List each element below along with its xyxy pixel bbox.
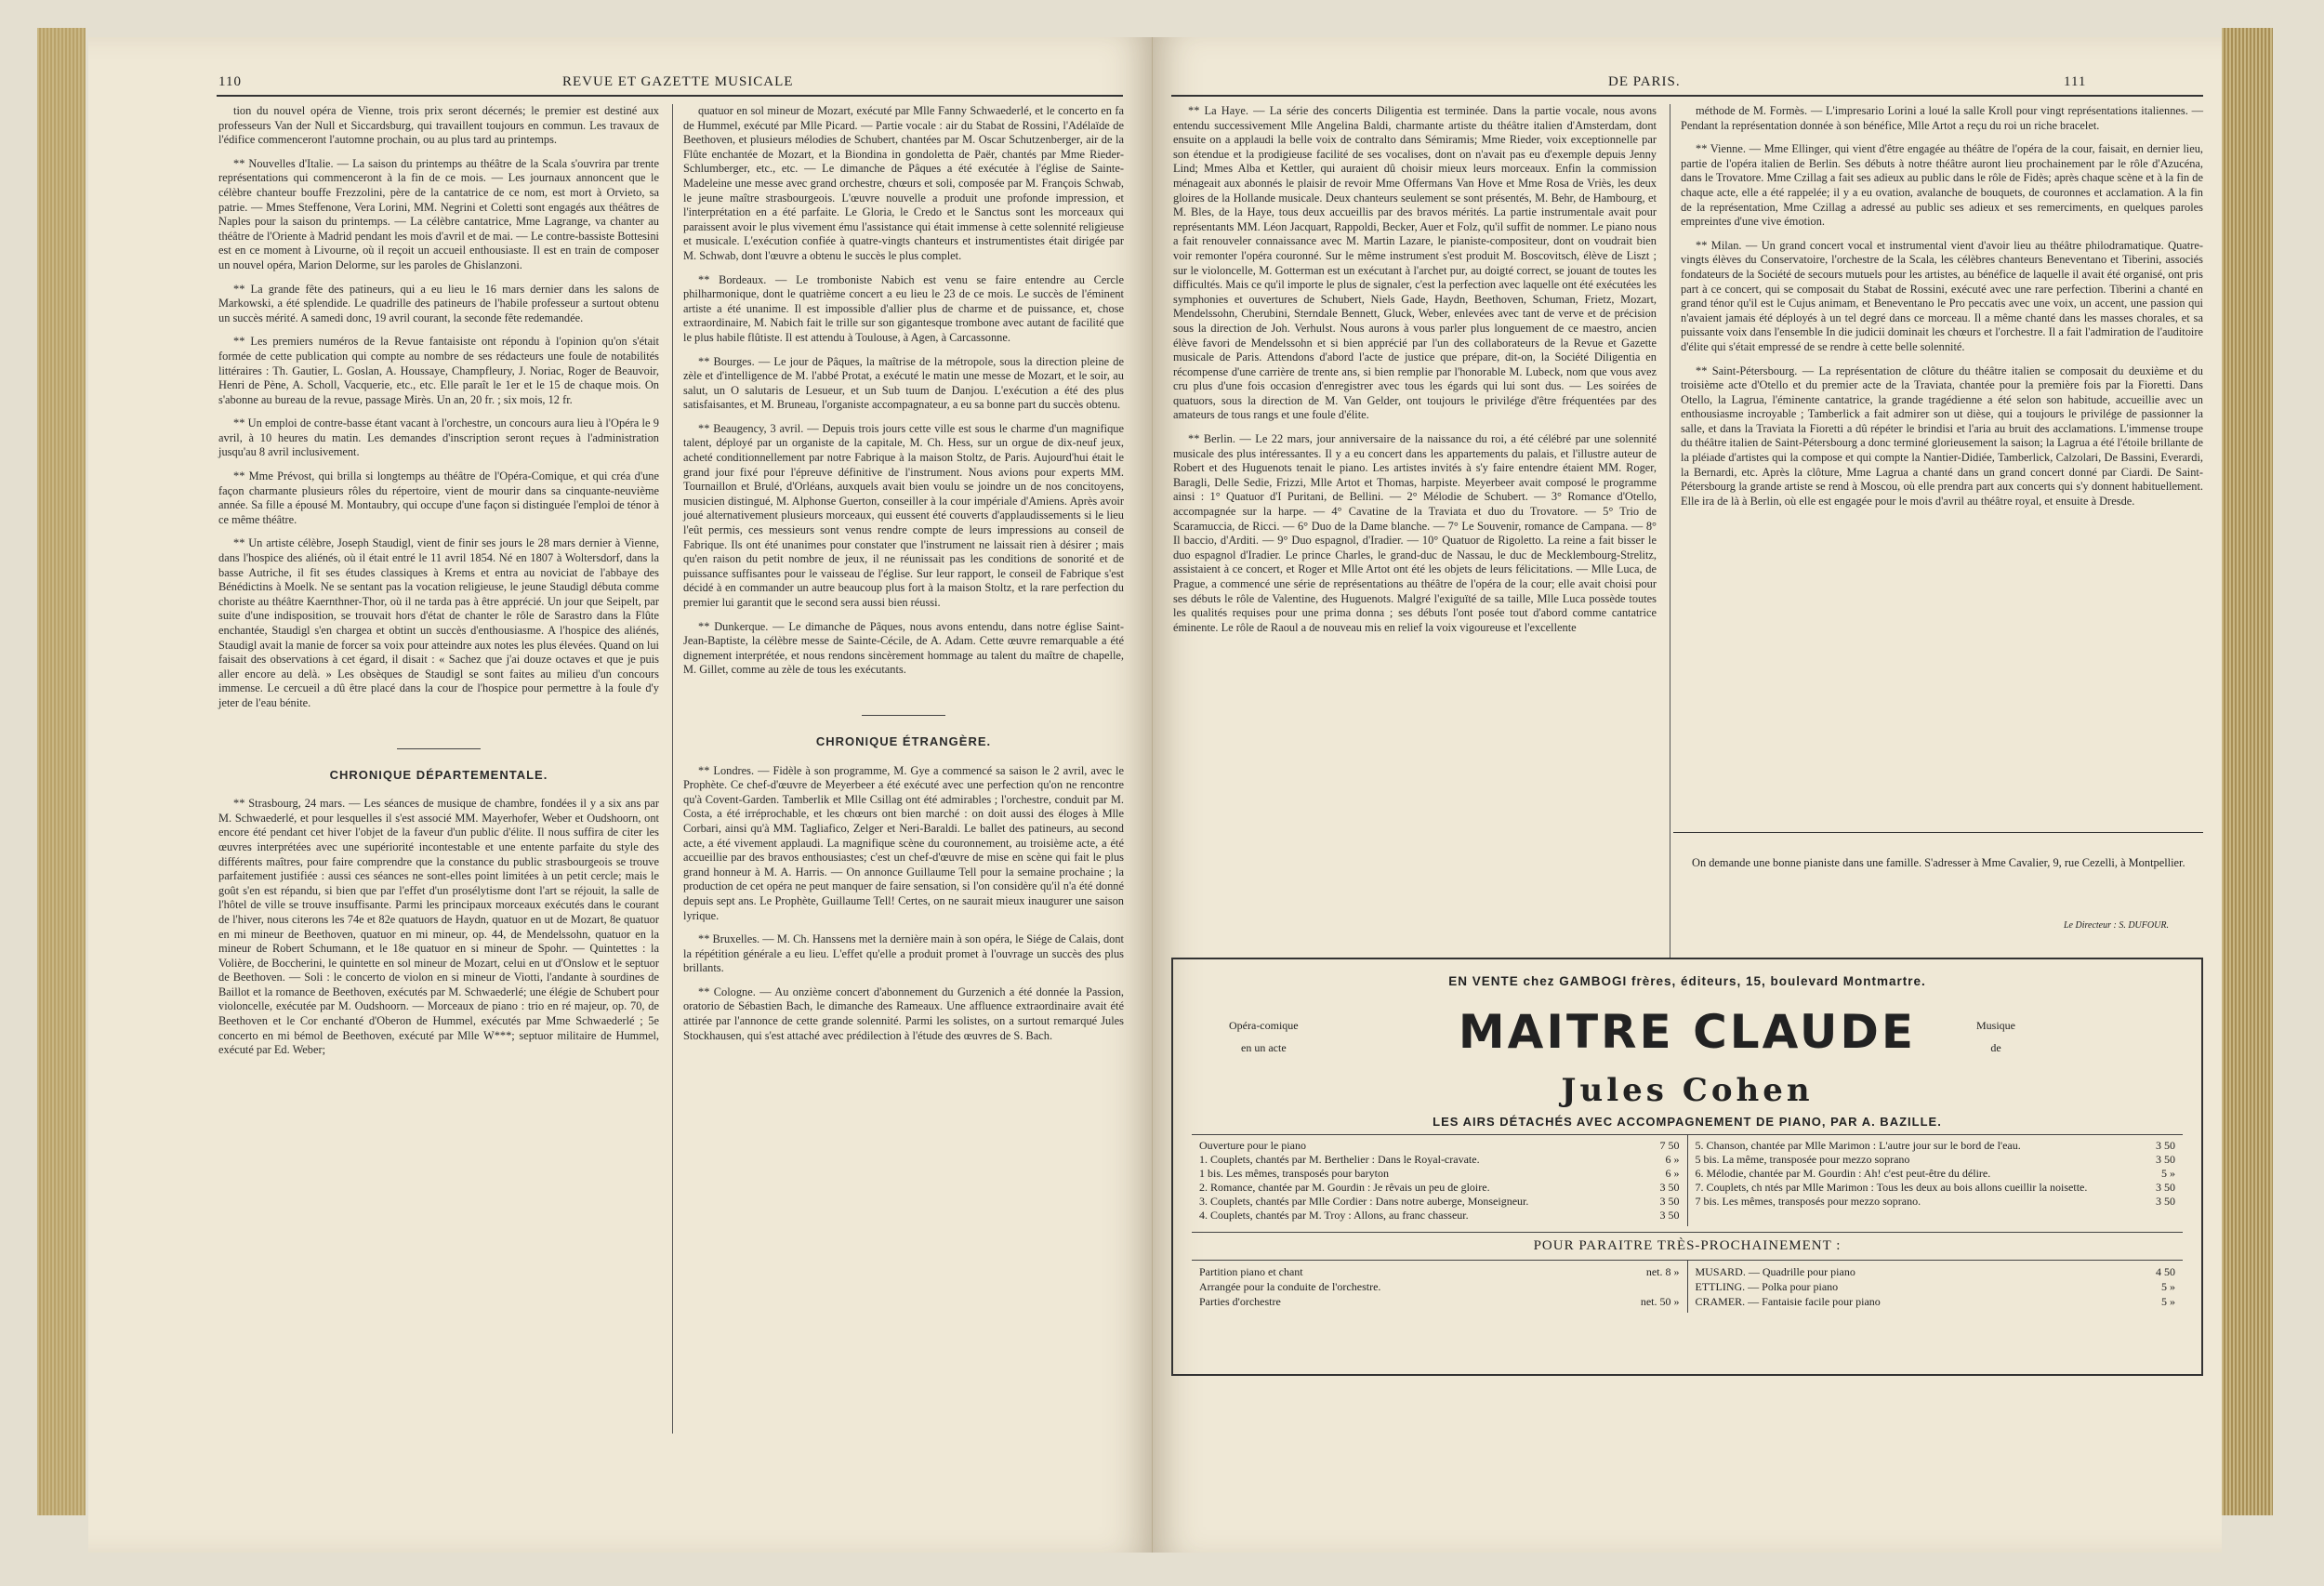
- ad-musique: Musique: [1976, 1019, 2015, 1032]
- ad-item-price: 3 50: [1659, 1181, 1680, 1194]
- ad-item-name: 5 bis. La même, transposée pour mezzo soprano: [1695, 1153, 1910, 1166]
- ad-item-name: 2. Romance, chantée par M. Gourdin : Je rêvais un peu de gloire.: [1199, 1181, 1490, 1194]
- running-head: REVUE ET GAZETTE MUSICALE: [562, 74, 794, 89]
- ad-item-price: 5 »: [2161, 1295, 2175, 1308]
- right-column-1: [1173, 104, 1657, 644]
- ad-acts: en un acte: [1241, 1041, 1287, 1054]
- director-signature: Le Directeur : S. DUFOUR.: [2064, 920, 2169, 931]
- ad-item: [1696, 1195, 2176, 1209]
- left-column-1: [218, 104, 659, 1067]
- header-rule: [1171, 95, 2203, 97]
- ad-item-price: 6 »: [1665, 1167, 1680, 1180]
- page-number: 111: [2064, 74, 2087, 89]
- ad-item: [1199, 1181, 1680, 1195]
- ad-forthcoming-list: [1192, 1260, 2183, 1313]
- ad-item-price: 5 »: [2161, 1280, 2175, 1293]
- ad-item: [1696, 1167, 2176, 1181]
- right-column-2: [1681, 104, 2203, 518]
- section-divider: [862, 715, 945, 716]
- ad-item-price: 7 50: [1659, 1139, 1680, 1152]
- ad-right-label: [1976, 1014, 2015, 1059]
- col1-articles: [1173, 104, 1657, 635]
- classified-notice: On demande une bonne pianiste dans une famille. S'adresser à Mme Cavalier, 9, rue Cezelli, à Montpellier.: [1692, 856, 2185, 869]
- ad-item: [1199, 1167, 1680, 1181]
- ad-item: [1696, 1279, 2176, 1294]
- article-paragraph: ** Bruxelles. — M. Ch. Hanssens met la dernière main à son opéra, le Siége de Calais, dont la répétition générale a eu lieu. L'effet qu'elle a produit promet à l'ouvrage un succès des plus brillants.: [683, 932, 1124, 975]
- section-divider: [397, 748, 481, 749]
- ad-item-price: 3 50: [2156, 1181, 2175, 1194]
- ad-item: [1199, 1294, 1680, 1309]
- ad-item: [1696, 1139, 2176, 1153]
- ad-item-price: 4 50: [2156, 1265, 2175, 1278]
- notice-rule: [1673, 832, 2203, 833]
- ad-item-price: 3 50: [1659, 1209, 1680, 1222]
- right-page: [1153, 37, 2222, 1553]
- article-paragraph: ** Milan. — Un grand concert vocal et instrumental vient d'avoir lieu au théâtre philodramatique. Quatre-vingts élèves du Conservatoire, l'orchestre de la Scala, les célèbres chanteurs Beneventano et Tiberini, associés fondateurs de la Société de secours mutuels pour les artistes, au bénéfice de laquelle il avait été organisé, ont pris part à ce concert, qui se composait du Stabat de Rossini, exécuté avec une rare perfection. Tiberini a chanté en grand ténor qu'il est le Cujus animam, et Beneventano le Pro peccatis avec une voix, un accent, une passion qui n'avaient jamais été déployés à un tel degré dans ce morceau. Il a même chanté dans les masses chorales, et sa puissante voix dans l'ensemble In die judicii dominait les chœurs et l'orchestre. Il a fait l'admiration de l'auditoire d'élite qui s'était empressé de se rendre à cette belle solennité.: [1681, 238, 2203, 353]
- article-paragraph: ** Berlin. — Le 22 mars, jour anniversaire de la naissance du roi, a été célébré par une solennité musicale des plus intéressantes. Il y a eu concert dans les appartements du palais, et l'illustre auteur de Robert et des Huguenots tenait le piano. Les artistes invités à s'y faire entendre étaient MM. Roger, Baragli, Delle Sedie, Frizzi, Mlle Artot et Thomas, harpiste. Meyerbeer avait composé le programme ainsi : 1° Quatuor d'I Puritani, de Bellini. — 2° Mélodie de Schubert. — 3° Romance d'Otello, accompagnée sur la harpe. — 4° Cavatine de la Traviata et duo du Trovatore. — 5° Trio de Scaramuccia, de Ricci. — 6° Duo de la Dame blanche. — 7° Le Souvenir, romance de Campana. — 8° Il baccio, d'Arditi. — 9° Duo espagnol, d'Iradier. — 10° Quatuor de Rigoletto. La reine a fait bisser le duo espagnol d'Iradier. Le prince Charles, le grand-duc de Nassau, le duc de Mecklembourg-Strelitz, assistaient à ce concert, et Roger et Mlle Artot ont été les objets de leurs félicitations. — Mlle Luca, de Prague, a commencé une série de représentations au théâtre de l'opéra de la cour; elle avait choisi pour ses débuts le rôle de Valentine, des Huguenots. Malgré l'exiguïté de sa taille, Mlle Luca possède toutes les qualités requises pour une prima donna ; ses débuts l'ont posée tout d'abord comme cantatrice éminente. Le rôle de Raoul a de nouveau mis en relief la voix vigoureuse et l'excellente: [1173, 432, 1657, 634]
- ad-item-price: [1670, 1279, 1680, 1294]
- ad-item: [1696, 1264, 2176, 1279]
- ad-composer: Jules Cohen: [1561, 1072, 1814, 1109]
- ad-item: [1199, 1264, 1680, 1279]
- article-paragraph: ** La Haye. — La série des concerts Diligentia est terminée. Dans la partie vocale, nous avons entendu successivement Mlle Angelina Baldi, charmante artiste du théâtre italien d'Amsterdam, dont ensuite on a applaudi la belle voix de contralto dans Sémiramis; Mme Rieder, voix exceptionnelle par son étendue et la prodigieuse facilité de ses vocalises, dont on n'avait pas eu d'exemple depuis Jenny Lind; Mmes Alba et Kettler, qui auraient dû choisir mieux leurs morceaux. Enfin la commission ménageait aux abonnés le plaisir de revoir Mme Offermans Van Hove et Mme Rosa de Vriès, les deux gloires de la Hollande musicale. Deux chanteurs seulement se sont présentés, M. Behr, de Hambourg, et M. Bles, de la Haye, tous deux accueillis par des bravos mérités. La partie instrumentale avait pour représentants MM. Léon Jacquart, Rappoldi, Becker, Auer et Folz, qu'il suffit de nommer. Le piano nous a fait renouveler connaissance avec M. Martin Lazare, le pianiste-compositeur, dont on voudrait bien voir remonter l'opéra couronné. Sur le même instrument s'est produit M. Boscovitsch, élève de Liszt ; sur le violoncelle, M. Gotterman est un exécutant à l'archet pur, au doigté correct, se jouant de toutes les difficultés. Mais ce qu'il importe le plus de signaler, c'est la perfection avec laquelle ont été exécutées les symphonies et ouvertures de Schubert, Niels Gade, Haydn, Beethoven, Schuman, Frietz, Mozart, Mendelssohn, Cherubini, Sterndale Bennett, Gluck, Weber, enlevées avec tant de verve et de précision sous la direction de Joh. Verhulst. Nous aurons à vous parler plus longuement de ce maestro, ancien élève favori de Mendelssohn et si bien apprécié par l'un des collaborateurs de la Revue et Gazette musicale de Paris. Attendons d'abord l'acte de justice que prépare, dit-on, la Société Diligentia en récompense d'une carrière de trente ans, si bien remplie par l'honorable M. Lubeck, nom que vous avez cru plus d'une fois occasion d'enregistrer avec tous les égards qui lui sont dus. — Les soirées de quatuors, sous la direction de M. Van Gelder, ont toujours le privilége d'être fréquentées par des amateurs de tous rangs et une foule d'élite.: [1173, 104, 1657, 422]
- ad-item-name: 1. Couplets, chantés par M. Berthelier : Dans le Royal-cravate.: [1199, 1153, 1480, 1166]
- ad-item-name: CRAMER. — Fantaisie facile pour piano: [1695, 1295, 1881, 1308]
- ad-item-name: 4. Couplets, chantés par M. Troy : Allons, au franc chasseur.: [1199, 1209, 1469, 1222]
- ad-item-name: 6. Mélodie, chantée par M. Gourdin : Ah! c'est peut-être du délire.: [1695, 1167, 1991, 1180]
- ad-airs-line: LES AIRS DÉTACHÉS AVEC ACCOMPAGNEMENT DE PIANO, PAR A. BAZILLE.: [1433, 1115, 1942, 1129]
- article-paragraph: ** Strasbourg, 24 mars. — Les séances de musique de chambre, fondées il y a six ans par M. Schwaederlé, et pour lesquelles il s'est associé MM. Mayerhofer, Weber et Oudshoorn, ont encore été pendant cet hiver l'objet de la faveur d'un public d'élite. Il nous suffira de citer les œuvres interprétées avec une supériorité incontestable et une entente parfaite du style des différents maîtres, pour faire comprendre que la constance du public strasbourgeois se trouve parfaitement justifiée : aussi ces séances ne sont-elles point limitées à un petit cercle; mais le goût s'en est répandu, si bien que par l'effet d'un prosélytisme dont l'art se réjouit, la salle de l'hôtel de ville se trouve insuffisante. Parmi les principaux morceaux exécutés dans le courant de l'hiver, nous citerons les 74e et 82e quatuors de Haydn, quatuor en ut de Mozart, 8e quatuor en mi mineur de Beethoven, quatuor en mi mineur, op. 44, de Mendelssohn, quatuor en la mineur de Robert Schumann, et le 18e quatuor en si mineur de Spohr. — Quintettes : la Volière, de Boccherini, le quintette en sol mineur de Mozart, celui en ut d'Onslow et le septuor de Beethoven. — Soli : le concerto de violon en si mineur de Viotti, l'andante à sourdines de Baillot et la romance de Beethoven, exécutés par M. Schwaederlé; une élégie de Schubert pour violoncelle, exécutée par M. Oudshoorn. — Morceaux de piano : trio en ré majeur, op. 70, de Beethoven et le Cor enchanté d'Oberon de Hummel, exécutés par Mme Schwaederlé ; 5e concerto en mi bémol de Beethoven, exécuté par Mlle W***; septuor militaire de Hummel, exécuté par Ed. Weber;: [218, 797, 659, 1057]
- ad-item-name: MUSARD. — Quadrille pour piano: [1695, 1265, 1855, 1278]
- ad-item: [1696, 1294, 2176, 1309]
- ad-title-row: [1192, 1003, 2183, 1076]
- header-rule: [217, 95, 1123, 97]
- left-page: [88, 37, 1153, 1553]
- ad-item: [1199, 1139, 1680, 1153]
- article-paragraph: ** Bourges. — Le jour de Pâques, la maîtrise de la métropole, sous la direction pleine de zèle et d'intelligence de M. l'abbé Protat, a exécuté le matin une messe de Mozart, et le soir, au salut, un O salutaris de Lesueur, et un Sub tuum de Danjou. L'exécution a été des plus satisfaisantes, et M. Bruneau, l'organiste accompagnateur, a eu sa bonne part du succès obtenu.: [683, 354, 1124, 412]
- article-paragraph: ** Londres. — Fidèle à son programme, M. Gye a commencé sa saison le 2 avril, avec le Prophète. Ce chef-d'œuvre de Meyerbeer a été exécuté avec une perfection qu'on ne rencontre qu'à Covent-Garden. Tamberlik et Mlle Csillag ont été admirables ; l'orchestre, conduit par M. Costa, a été irréprochable, et les chœurs ont bien marché : on doit aussi des éloges à Mlle Corbari, ainsi qu'à MM. Tagliafico, Zelger et Neri-Baraldi. Le ballet des patineurs, au second acte, a été vivement applaudi. La magnifique scène du couronnement, au troisième acte, a été accueillie par des bravos enthousiastes; c'est un chef-d'œuvre de mise en scène qui fait le plus grand honneur à M. A. Harris. — On annonce Guillaume Tell pour la semaine prochaine ; la production de cet opéra ne peut manquer de faire sensation, si l'on considère qu'il n'a été donné depuis sept ans. Le Prophète, Guillaume Tell! Certes, on ne saurait mieux inaugurer une saison lyrique.: [683, 763, 1124, 922]
- article-paragraph: ** Un artiste célèbre, Joseph Staudigl, vient de finir ses jours le 28 mars dernier à Vienne, dans l'hospice des aliénés, où il était entré le 11 avril 1854. Né en 1807 à Woltersdorf, dans la basse Autriche, il fit ses études classiques à Krems et entra au noviciat de l'abbaye des Bénédictins à Moelk. Ne se sentant pas la vocation religieuse, le jeune Staudigl débuta comme choriste au théâtre Kaernthner-Thor, où il ne tarda pas à être apprécié. Un jour que Seipelt, par suite d'une indisposition, se trouvait hors d'état de chanter le rôle de Sarastro dans la Flûte enchantée, Staudigl s'en chargea et obtint un succès d'enthousiasme. A l'hospice des aliénés, Staudigl avait la manie de forcer sa voix pour atteindre aux notes les plus élevées. Quand on lui faisait des observations à cet égard, il disait : « Sachez que j'ai douze octaves et que je puis aller encore au delà. » Les obsèques de Staudigl se sont faites au milieu d'un concours immense. Le cercueil a dû être placé dans la cour de l'hospice pour permettre à la foule d'y jeter de l'eau bénite.: [218, 536, 659, 709]
- ad-item-name: Ouverture pour le piano: [1199, 1139, 1306, 1152]
- ad-item-name: ETTLING. — Polka pour piano: [1695, 1280, 1839, 1293]
- article-paragraph: ** Dunkerque. — Le dimanche de Pâques, nous avons entendu, dans notre église Saint-Jean-Baptiste, la célèbre messe de Sainte-Cécile, de A. Adam. Cette œuvre remarquable a été dignement interprétée, et nous rendons sincèrement hommage au talent du maître de chapelle, M. Gillet, comme au zèle de tous les exécutants.: [683, 619, 1124, 677]
- col2-articles: [1681, 104, 2203, 509]
- ad-item-name: 7. Couplets, ch ntés par Mlle Marimon : Tous les deux au bois allons cueillir la noisette.: [1695, 1181, 2088, 1194]
- article-paragraph: tion du nouvel opéra de Vienne, trois prix seront décernés; le premier est destiné aux professeurs Van der Null et Siccardsburg, qui travaillent toujours en commun. Les travaux de l'édifice commenceront l'automne prochain, ou au plus tard au printemps.: [218, 104, 659, 147]
- running-head: DE PARIS.: [1608, 74, 1681, 89]
- ad-item: [1199, 1209, 1680, 1223]
- section-heading: CHRONIQUE DÉPARTEMENTALE.: [329, 767, 548, 782]
- page-number: 110: [218, 74, 242, 89]
- article-paragraph: ** Cologne. — Au onzième concert d'abonnement du Gurzenich a été donnée la Passion, oratorio de Sébastien Bach, le dimanche des Rameaux. Une affluence extraordinaire avait été attirée par l'annonce de cette grande solennité. Parmi les solistes, on a surtout remarqué Jules Stockhausen, qui s'est attaché avec prédilection à l'étude des œuvres de S. Bach.: [683, 985, 1124, 1042]
- ad-items-left: [1192, 1135, 1688, 1226]
- ad-item-name: 5. Chanson, chantée par Mlle Marimon : L'autre jour sur le bord de l'eau.: [1695, 1139, 2021, 1152]
- ad-item: [1696, 1181, 2176, 1195]
- ad-item-name: 3. Couplets, chantés par Mlle Cordier : Dans notre auberge, Monseigneur.: [1199, 1195, 1529, 1208]
- col1-after-articles: [218, 797, 659, 1058]
- ad-item-name: 7 bis. Les mêmes, transposés pour mezzo soprano.: [1695, 1195, 1921, 1208]
- ad-item-price: 5 »: [2161, 1167, 2175, 1180]
- left-column-2: [683, 104, 1124, 1052]
- article-paragraph: ** Mme Prévost, qui brilla si longtemps au théâtre de l'Opéra-Comique, et qui créa d'une façon charmante plusieurs rôles du répertoire, vient de mourir dans sa cinquante-neuvième année. Sa fille a épousé M. Montaubry, qui occupe d'une façon si distinguée l'emploi de ténor à ce même théâtre.: [218, 469, 659, 526]
- ad-vente-line: EN VENTE chez GAMBOGI frères, éditeurs, 15, boulevard Montmartre.: [1448, 974, 1926, 988]
- article-paragraph: quatuor en sol mineur de Mozart, exécuté par Mlle Fanny Schwaederlé, et le concerto en fa de Hummel, exécuté par Mlle Picard. — Partie vocale : air du Stabat de Rossini, l'Adélaïde de Beethoven, et plusieurs mélodies de Schubert, chantées par M. Oscar Schutzenberger, air de la Flûte enchantée de Mozart, et la Biondina in gondoletta de Paër, chantés par Mme Rieder-Schlumberger, etc., etc. — Le dimanche de Pâques a été exécutée à l'église de Sainte-Madeleine une messe avec grand orchestre, chœurs et soli, composée par M. François Schwab, le jeune maître strasbourgeois. L'œuvre nouvelle a produit une profonde impression, et l'interprétation en a été parfaite. Le Gloria, le Credo et le Sanctus sont les morceaux qui paraissent avoir le plus vivement ému l'assistance qui était immense à cette solennité religieuse et musicale. L'exécution confiée à quatre-vingts chanteurs et instrumentistes était dirigée par M. Schwab, dont l'œuvre a obtenu le succès le plus complet.: [683, 104, 1124, 262]
- ad-item-name: 1 bis. Les mêmes, transposés pour baryton: [1199, 1167, 1389, 1180]
- col1-articles: [218, 104, 659, 711]
- ad-price-list: [1192, 1134, 2183, 1226]
- article-paragraph: ** Les premiers numéros de la Revue fantaisiste ont répondu à l'opinion qu'on s'était formée de cette publication qui compte au nombre de ses rédacteurs une foule de notabilités littéraires : Th. Gautier, L. Goslan, A. Houssaye, Champfleury, J. Noriac, Roger de Beauvoir, Henri de Pène, A. Scholl, Vacquerie, etc., etc. Elle paraît le 1er et le 15 de chaque mois. On s'abonne au bureau de la revue, passage Mirès. Un an, 20 fr. ; six mois, 12 fr.: [218, 335, 659, 406]
- ad-item-price: 3 50: [2156, 1195, 2175, 1208]
- ad-items-right: [1688, 1135, 2184, 1226]
- ad-item: [1696, 1153, 2176, 1167]
- ad-item: [1199, 1153, 1680, 1167]
- advertisement-box: [1171, 958, 2203, 1376]
- ad-item-name: Arrangée pour la conduite de l'orchestre.: [1199, 1280, 1381, 1293]
- col2-articles: [683, 104, 1124, 678]
- section-heading: CHRONIQUE ÉTRANGÈRE.: [815, 734, 992, 748]
- ad-item-price: 3 50: [2156, 1139, 2175, 1152]
- article-paragraph: ** Bordeaux. — Le tromboniste Nabich est venu se faire entendre au Cercle philharmonique, dont le quatrième concert a eu lieu le 23 de ce mois. Le succès de l'éminent artiste a été unanime. Il est impossible d'allier plus de charme et de puissance, et, chose extraordinaire, M. Nabich fait le trille sur son gigantesque trombone avec autant de facilité que le plus habile flûtiste. Il est attendu à Toulouse, à Agen, à Carcassonne.: [683, 272, 1124, 344]
- ad-item-name: Partition piano et chant: [1199, 1265, 1303, 1278]
- ad-genre: Opéra-comique: [1229, 1019, 1299, 1032]
- ad-item-price: 6 »: [1665, 1153, 1680, 1166]
- col2-after-articles: [683, 764, 1124, 1044]
- article-paragraph: ** Nouvelles d'Italie. — La saison du printemps au théâtre de la Scala s'ouvrira par trente représentations qui commenceront à la fin de ce mois. — Les journaux annoncent que le célèbre chanteur bouffe Frezzolini, père de la cantatrice de ce nom, est mort à Orvieto, sa patrie. — Mmes Steffenone, Vera Lorini, MM. Negrini et Coletti sont engagés aux théâtres de Naples pour la saison du printemps. — La célèbre cantatrice, Mme Lagrange, va chanter au théâtre de l'Oriente à Madrid pendant les mois d'avril et de mai. — Le contre-bassiste Bottesini est en ce moment à Livourne, où il reçoit un accueil enthousiaste. Il est en train de composer un nouvel opéra, Marion Delorme, sur les paroles de Ghislanzoni.: [218, 156, 659, 271]
- ad-item: [1199, 1195, 1680, 1209]
- ad-bottom-left: [1192, 1261, 1688, 1313]
- article-paragraph: méthode de M. Formès. — L'impresario Lorini a loué la salle Kroll pour vingt représentations italiennes. — Pendant la représentation donnée à son bénéfice, Mlle Artot a reçu du roi un riche bracelet.: [1681, 104, 2203, 132]
- ad-item-name: Parties d'orchestre: [1199, 1295, 1281, 1308]
- ad-forthcoming: POUR PARAITRE TRÈS-PROCHAINEMENT :: [1192, 1232, 2183, 1254]
- article-paragraph: ** Beaugency, 3 avril. — Depuis trois jours cette ville est sous le charme d'un magnifique talent, déployé par un organiste de la capitale, M. Ch. Hess, sur un orgue de dix-neuf jeux, acheté conditionnellement par notre Fabrique à la maison Stoltz, de Paris. Aujourd'hui était le grand jour fixé pour l'épreuve définitive de l'instrument. Nous avions pour experts MM. Tournaillon et Brulé, d'Orléans, auxquels avait bien voulu se joindre un de nos concitoyens, musicien distingué, M. Alphonse Guerton, conseiller à la cour impériale d'Amiens. Après avoir joué alternativement plusieurs morceaux, qui eussent été couverts d'applaudissements si le lieu l'eût permis, ces messieurs sont venus rendre compte de leurs impressions au conseil de Fabrique. Ils ont été unanimes pour constater que l'instrument ne laissait rien à désirer ; mais qu'en raison du petit nombre de jeux, il ne réunissait pas les conditions de sonorité et de puissance suffisantes pour le vaisseau de l'église. Sur leur rapport, le conseil de Fabrique s'est décidé à en commander un autre beaucoup plus fort à la maison Stoltz, et la rare perfection du premier lui garantit que le second sera aussi bien réussi.: [683, 421, 1124, 609]
- ad-item-price: net. 50 »: [1640, 1295, 1680, 1308]
- article-paragraph: ** La grande fête des patineurs, qui a eu lieu le 16 mars dernier dans les salons de Markowski, a été splendide. Le quadrille des patineurs de l'habile professeur a surtout obtenu un succès mérité. A samedi donc, 19 avril courant, la seconde fête redemandée.: [218, 282, 659, 324]
- ad-de: de: [1990, 1041, 2001, 1054]
- ad-item-price: net. 8 »: [1645, 1265, 1680, 1278]
- article-paragraph: ** Un emploi de contre-basse étant vacant à l'orchestre, un concours aura lieu à l'Opéra le 9 avril, à 10 heures du matin. Les demandes d'inscription seront reçues à l'administration jusqu'au 8 avril inclusivement.: [218, 416, 659, 459]
- ad-opera-title: MAITRE CLAUDE: [1458, 1005, 1917, 1059]
- article-paragraph: ** Vienne. — Mme Ellinger, qui vient d'être engagée au théâtre de l'opéra de la cour, faisait, en dernier lieu, partie de l'opéra italien de Berlin. Ses débuts à notre théâtre auront lieu prochainement par le rôle d'Azucéna, dans le Trovatore. Mme Czillag a fait ses adieux au public dans le rôle de Fidès; après chaque scène et à la fin de chaque acte, elle a été rappelée; il y a eu ovation, avalanche de bouquets, de couronnes et acclamation. A la fin de la représentation, Mme Czillag a adressé au public ses adieux et ses remerciments, en quelques paroles empreintes d'une vive émotion.: [1681, 142, 2203, 229]
- column-divider: [672, 104, 673, 1434]
- ad-item: [1199, 1279, 1680, 1294]
- ad-bottom-right: [1688, 1261, 2184, 1313]
- ad-item-price: 3 50: [2156, 1153, 2175, 1166]
- article-paragraph: ** Saint-Pétersbourg. — La représentation de clôture du théâtre italien se composait du deuxième et du troisième acte d'Otello et du premier acte de la Traviata, chantée pour la première fois par la Fioretti. Dans Otello, la Lagrua, l'éminente cantatrice, la grande tragédienne a été selon son habitude, accueillie avec un enthousiasme incroyable ; Tamberlick a fait admirer son ut dièse, qui a toujours le privilége de passionner la salle, et dans la Traviata la Fioretti a dû répéter le brindisi et l'aria au bruit des acclamations. L'immense troupe du théâtre italien de Saint-Pétersbourg a donc terminé glorieusement la saison; la Lagrua a été l'étoile brillante de la pléiade d'artistes qui la compose et qui compte la Nantier-Didiée, Tamberlick, Calzolari, De Bassini, Everardi, la Bernardi, etc. Après la clôture, Mme Lagrua a chanté dans un grand concert donné par Ciardi. De Saint-Pétersbourg la grande artiste se rend à Moscou, où elle prendra part aux concerts qui s'y donnent habituellement. Elle ira de là à Berlin, où elle est engagée pour le mois d'avril au théâtre royal, et ensuite à Dresde.: [1681, 363, 2203, 508]
- ad-item-price: 3 50: [1659, 1195, 1680, 1208]
